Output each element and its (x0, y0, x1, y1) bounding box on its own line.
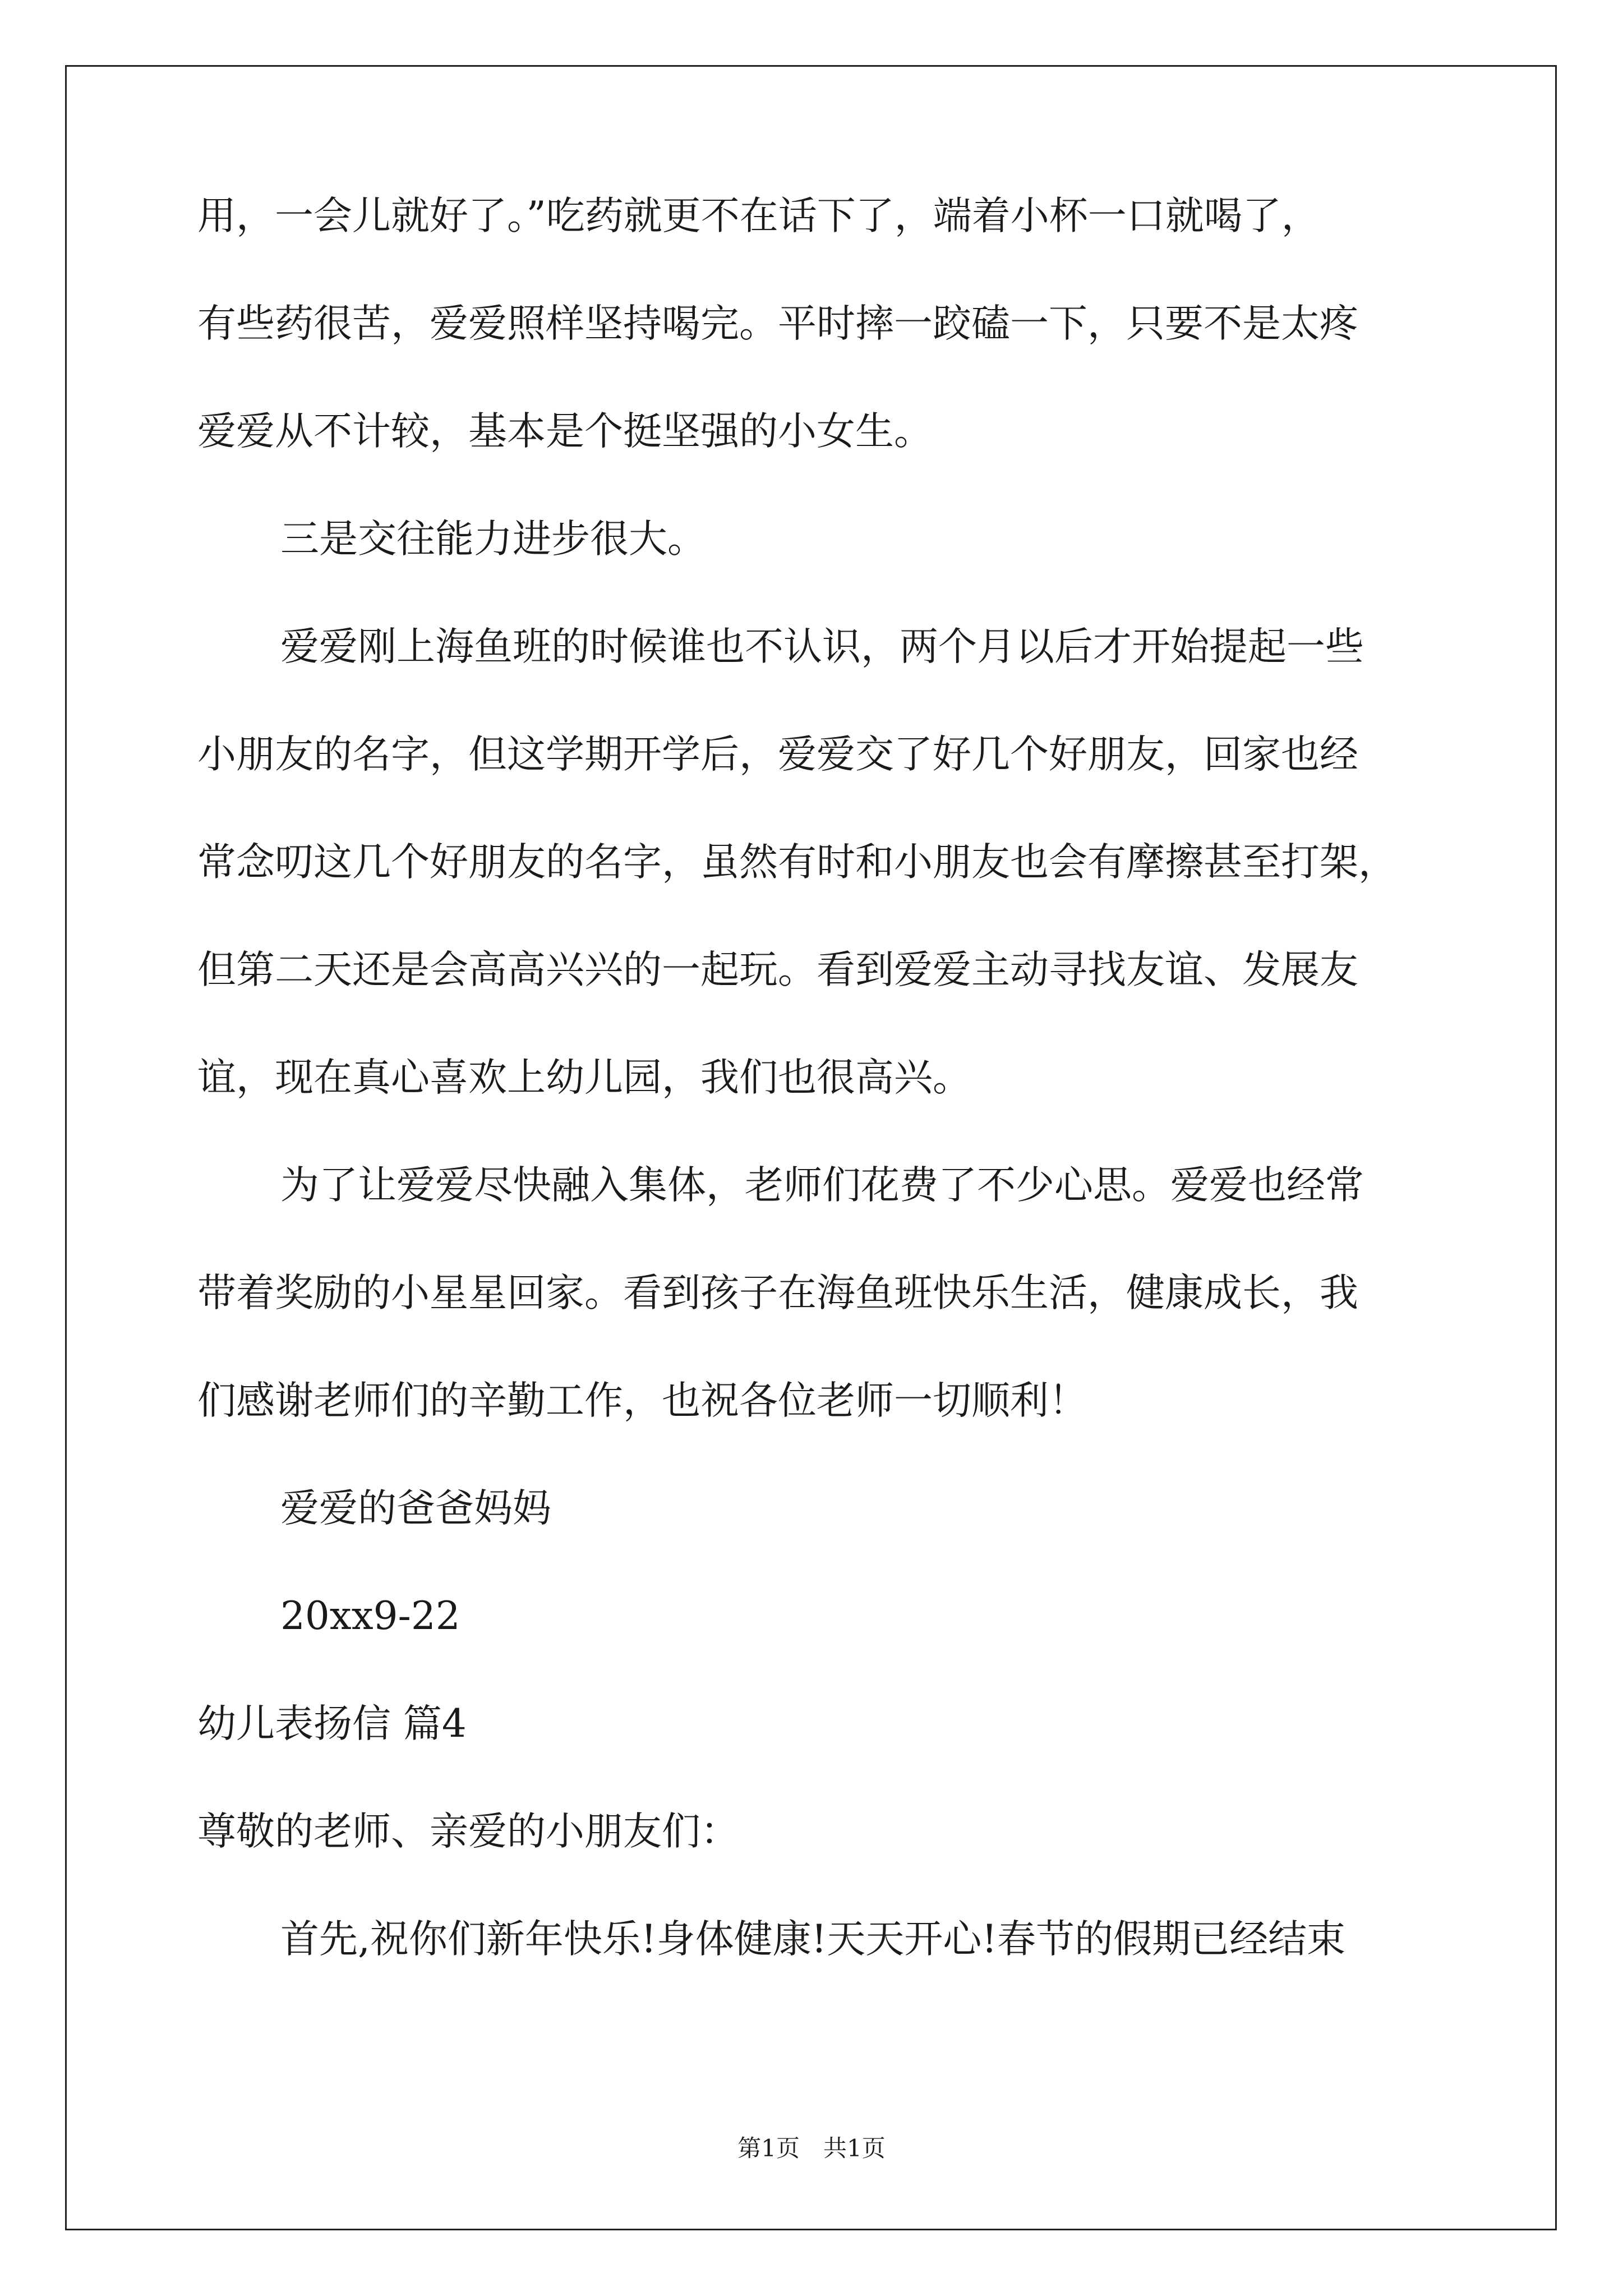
article-title: 幼儿表扬信 篇4 (197, 1701, 467, 1746)
text-line: 首先,祝你们新年快乐!身体健康!天天开心!春节的假期已经结束 (280, 1917, 1346, 1962)
text-line: 但第二天还是会高高兴兴的一起玩。看到爱爱主动寻找友谊、发展友 (197, 947, 1358, 992)
text-line: 常念叨这几个好朋友的名字，虽然有时和小朋友也会有摩擦甚至打架， (197, 840, 1397, 885)
text-line: 谊，现在真心喜欢上幼儿园，我们也很高兴。 (197, 1055, 971, 1100)
text-line: 用，一会儿就好了。”吃药就更不在话下了，端着小杯一口就喝了， (197, 194, 1320, 238)
text-line: 爱爱从不计较，基本是个挺坚强的小女生。 (197, 409, 933, 454)
text-line: 带着奖励的小星星回家。看到孩子在海鱼班快乐生活，健康成长，我 (197, 1271, 1358, 1315)
text-line: 为了让爱爱尽快融入集体，老师们花费了不少心思。爱爱也经常 (280, 1163, 1364, 1208)
page-footer: 第1页 共1页 (737, 2134, 886, 2162)
date: 20xx9-22 (280, 1594, 460, 1639)
text-line: 有些药很苦，爱爱照样坚持喝完。平时摔一跤磕一下，只要不是太疼 (197, 301, 1358, 346)
text-line: 爱爱刚上海鱼班的时候谁也不认识，两个月以后才开始提起一些 (280, 624, 1364, 669)
section-heading: 三是交往能力进步很大。 (280, 517, 706, 562)
salutation: 尊敬的老师、亲爱的小朋友们： (197, 1809, 739, 1854)
page-border (65, 65, 1557, 2230)
text-line: 小朋友的名字，但这学期开学后，爱爱交了好几个好朋友，回家也经 (197, 732, 1358, 777)
text-line: 们感谢老师们的辛勤工作，也祝各位老师一切顺利！ (197, 1378, 1087, 1423)
signature: 爱爱的爸爸妈妈 (280, 1486, 551, 1531)
